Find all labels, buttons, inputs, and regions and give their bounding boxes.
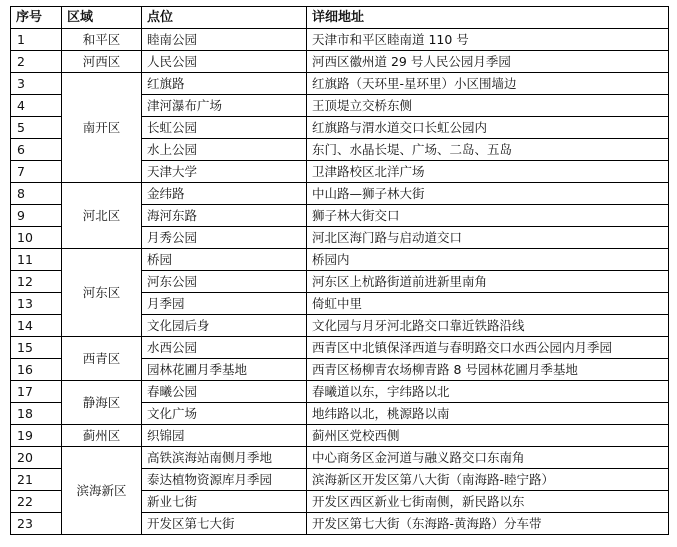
location-cell: 泰达植物资源库月季园 — [142, 469, 307, 491]
address-cell: 狮子林大街交口 — [307, 205, 669, 227]
table-row — [11, 337, 669, 359]
district-cell: 西青区 — [62, 337, 142, 381]
serial-number-cell: 16 — [11, 359, 62, 381]
flower-locations-table — [10, 6, 669, 535]
table-row — [11, 183, 669, 205]
serial-number-cell: 3 — [11, 73, 62, 95]
location-cell: 织锦园 — [142, 425, 307, 447]
address-cell: 河东区上杭路街道前进新里南角 — [307, 271, 669, 293]
serial-number-cell: 9 — [11, 205, 62, 227]
address-cell: 倚虹中里 — [307, 293, 669, 315]
serial-number-cell: 21 — [11, 469, 62, 491]
district-cell: 河西区 — [62, 51, 142, 73]
location-cell: 海河东路 — [142, 205, 307, 227]
address-cell: 王顶堤立交桥东侧 — [307, 95, 669, 117]
serial-number-cell: 10 — [11, 227, 62, 249]
location-cell: 人民公园 — [142, 51, 307, 73]
table-row — [11, 73, 669, 95]
district-cell: 河北区 — [62, 183, 142, 249]
location-cell: 水西公园 — [142, 337, 307, 359]
serial-number-cell: 17 — [11, 381, 62, 403]
address-cell: 春曦道以东，宇纬路以北 — [307, 381, 669, 403]
serial-number-cell: 18 — [11, 403, 62, 425]
table-header-row — [11, 7, 669, 29]
location-cell: 新业七街 — [142, 491, 307, 513]
address-cell: 西青区杨柳青农场柳青路 8 号园林花圃月季基地 — [307, 359, 669, 381]
serial-number-cell: 14 — [11, 315, 62, 337]
location-cell: 水上公园 — [142, 139, 307, 161]
location-cell: 津河瀑布广场 — [142, 95, 307, 117]
location-cell: 月季园 — [142, 293, 307, 315]
address-cell: 蓟州区党校西侧 — [307, 425, 669, 447]
table-row — [11, 425, 669, 447]
district-cell: 滨海新区 — [62, 447, 142, 535]
district-cell: 静海区 — [62, 381, 142, 425]
serial-number-cell: 8 — [11, 183, 62, 205]
serial-number-cell: 20 — [11, 447, 62, 469]
location-cell: 春曦公园 — [142, 381, 307, 403]
header-district: 区域 — [62, 7, 142, 29]
address-cell: 开发区西区新业七街南侧，新民路以东 — [307, 491, 669, 513]
address-cell: 中山路—狮子林大街 — [307, 183, 669, 205]
location-cell: 睦南公园 — [142, 29, 307, 51]
serial-number-cell: 7 — [11, 161, 62, 183]
serial-number-cell: 2 — [11, 51, 62, 73]
district-cell: 蓟州区 — [62, 425, 142, 447]
location-cell: 文化园后身 — [142, 315, 307, 337]
header-address: 详细地址 — [307, 7, 669, 29]
address-cell: 滨海新区开发区第八大街（南海路-睦宁路） — [307, 469, 669, 491]
address-cell: 东门、水晶长堤、广场、二岛、五岛 — [307, 139, 669, 161]
address-cell: 卫津路校区北洋广场 — [307, 161, 669, 183]
serial-number-cell: 5 — [11, 117, 62, 139]
serial-number-cell: 11 — [11, 249, 62, 271]
header-serial-number: 序号 — [11, 7, 62, 29]
location-cell: 高铁滨海站南侧月季地 — [142, 447, 307, 469]
address-cell: 中心商务区金河道与融义路交口东南角 — [307, 447, 669, 469]
address-cell: 红旗路（天环里-星环里）小区围墙边 — [307, 73, 669, 95]
location-cell: 桥园 — [142, 249, 307, 271]
district-cell: 和平区 — [62, 29, 142, 51]
serial-number-cell: 19 — [11, 425, 62, 447]
serial-number-cell: 1 — [11, 29, 62, 51]
table-row — [11, 51, 669, 73]
location-cell: 红旗路 — [142, 73, 307, 95]
location-cell: 河东公园 — [142, 271, 307, 293]
location-cell: 开发区第七大街 — [142, 513, 307, 535]
location-cell: 文化广场 — [142, 403, 307, 425]
district-cell: 南开区 — [62, 73, 142, 183]
address-cell: 红旗路与渭水道交口长虹公园内 — [307, 117, 669, 139]
address-cell: 天津市和平区睦南道 110 号 — [307, 29, 669, 51]
serial-number-cell: 12 — [11, 271, 62, 293]
table-body — [11, 29, 669, 535]
address-cell: 河北区海门路与启动道交口 — [307, 227, 669, 249]
serial-number-cell: 22 — [11, 491, 62, 513]
address-cell: 开发区第七大街（东海路-黄海路）分车带 — [307, 513, 669, 535]
serial-number-cell: 6 — [11, 139, 62, 161]
address-cell: 地纬路以北，桃源路以南 — [307, 403, 669, 425]
serial-number-cell: 4 — [11, 95, 62, 117]
serial-number-cell: 13 — [11, 293, 62, 315]
table-row — [11, 249, 669, 271]
district-cell: 河东区 — [62, 249, 142, 337]
address-cell: 桥园内 — [307, 249, 669, 271]
address-cell: 文化园与月牙河北路交口靠近铁路沿线 — [307, 315, 669, 337]
flower-locations-table-wrapper — [10, 6, 668, 535]
table-row — [11, 29, 669, 51]
serial-number-cell: 15 — [11, 337, 62, 359]
address-cell: 河西区徽州道 29 号人民公园月季园 — [307, 51, 669, 73]
location-cell: 金纬路 — [142, 183, 307, 205]
table-row — [11, 381, 669, 403]
location-cell: 月秀公园 — [142, 227, 307, 249]
location-cell: 天津大学 — [142, 161, 307, 183]
table-row — [11, 447, 669, 469]
address-cell: 西青区中北镇保泽西道与春明路交口水西公园内月季园 — [307, 337, 669, 359]
location-cell: 园林花圃月季基地 — [142, 359, 307, 381]
serial-number-cell: 23 — [11, 513, 62, 535]
header-location: 点位 — [142, 7, 307, 29]
location-cell: 长虹公园 — [142, 117, 307, 139]
